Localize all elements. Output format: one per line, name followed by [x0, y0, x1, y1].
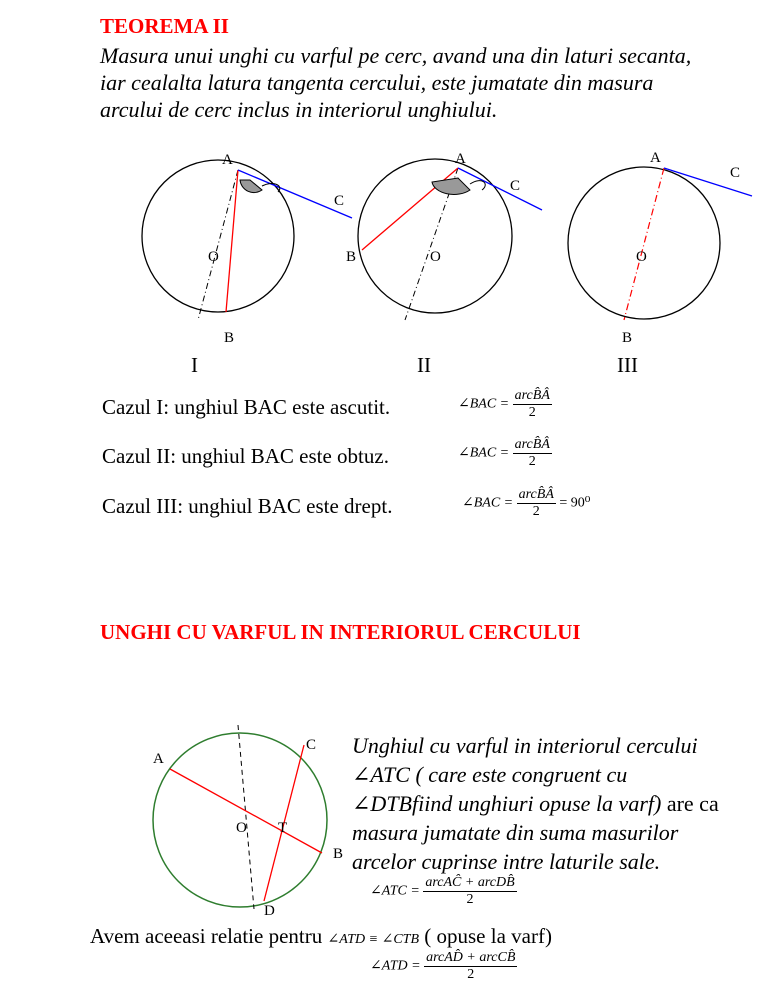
formula-atd-numerator: arcAD̂ + arcCB̂ [426, 950, 516, 965]
figure-label-iii: III [617, 353, 638, 377]
case-3-numerator: arcB̂Â [518, 487, 554, 502]
label-a-2: A [455, 151, 466, 167]
label-c: C [306, 737, 317, 753]
desc-line-3-b: are ca [661, 791, 719, 816]
case-2-formula [458, 437, 552, 470]
theorem-title: TEOREMA II [100, 14, 229, 38]
case-2-text: Cazul II: unghiul BAC este obtuz. [102, 444, 389, 468]
label-b-3: B [622, 330, 633, 346]
case-2-numerator: arcB̂Â [514, 437, 550, 452]
formula-atd [370, 950, 517, 983]
angle-mark-1 [240, 180, 262, 193]
case-3-text: Cazul III: unghiul BAC este drept. [102, 494, 393, 518]
diameter-ab-3 [624, 168, 664, 320]
theorem-line-2: iar cealalta latura tangenta cercului, este jumatate din masura [100, 70, 654, 95]
case-3-formula [462, 487, 590, 520]
case-1-lhs: ∠BAC = [458, 396, 510, 412]
angle-mark-2 [432, 178, 470, 194]
formula-atc-lhs: ∠ATC = [370, 883, 420, 899]
desc-line-4: masura jumatate din suma masurilor [352, 820, 679, 845]
figure-case-2 [346, 151, 542, 320]
label-c-1: C [334, 193, 345, 209]
case-1-denominator: 2 [528, 405, 536, 420]
theorem-statement [100, 42, 691, 123]
relation-formula: ∠ATD ≡ ∠CTB [327, 932, 419, 947]
circle-1 [142, 160, 294, 312]
label-b: B [333, 846, 344, 862]
label-o-1: O [208, 249, 219, 265]
label-o-2: O [430, 249, 441, 265]
figure-label-i: I [191, 353, 198, 377]
case-2-lhs: ∠BAC = [458, 445, 510, 461]
desc-line-3 [352, 789, 719, 818]
section-2-title: UNGHI CU VARFUL IN INTERIORUL CERCULUI [100, 620, 581, 644]
circle-3 [568, 167, 720, 319]
interior-angle-figure [140, 715, 360, 925]
case-1-formula [458, 388, 552, 421]
case-3-result: = 90⁰ [559, 495, 591, 511]
case-3-lhs: ∠BAC = [462, 495, 514, 511]
desc-line-1: Unghiul cu varful in interiorul cercului [352, 733, 698, 758]
label-c-3: C [730, 165, 741, 181]
tangent-ac-2 [458, 168, 542, 210]
figure-label-ii: II [417, 353, 431, 377]
label-d: D [264, 903, 275, 919]
formula-atc-numerator: arcAĈ + arcDB̂ [425, 875, 515, 890]
label-c-2: C [510, 178, 521, 194]
desc-line-2: ∠ATC ( care este congruent cu [352, 762, 628, 787]
label-a-1: A [222, 152, 233, 168]
figure-case-3 [568, 150, 752, 346]
diameter-interior [238, 725, 254, 909]
case-1-text: Cazul I: unghiul BAC este ascutit. [102, 395, 391, 419]
label-b-1: B [224, 330, 235, 346]
theorem-line-3: arcului de cerc inclus in interiorul unghiului. [100, 97, 498, 122]
label-o: O [236, 820, 247, 836]
label-o-3: O [636, 249, 647, 265]
case-1-numerator: arcB̂Â [514, 388, 550, 403]
formula-atc-denominator: 2 [466, 892, 474, 907]
chord-ab [170, 769, 322, 853]
desc-line-3-a: ∠DTBfiind unghiuri opuse la varf) [352, 791, 662, 816]
formula-atd-denominator: 2 [467, 967, 475, 982]
angle-arrow-2 [470, 181, 485, 190]
label-a: A [153, 751, 164, 767]
relation-line [90, 924, 552, 949]
relation-tail: ( opuse la varf) [424, 924, 552, 948]
figure-case-1 [142, 152, 352, 346]
label-b-2: B [346, 249, 357, 265]
tangent-secant-figures [0, 140, 771, 380]
label-t: T [278, 820, 288, 836]
case-2-denominator: 2 [528, 454, 536, 469]
theorem-line-1: Masura unui unghi cu varful pe cerc, avand una din laturi secanta, [100, 43, 692, 68]
interior-angle-description [352, 731, 719, 876]
desc-line-5: arcelor cuprinse intre laturile sale. [352, 849, 661, 874]
relation-text: Avem aceeasi relatie pentru [90, 924, 323, 948]
formula-atd-lhs: ∠ATD = [370, 958, 421, 974]
case-3-denominator: 2 [532, 504, 540, 519]
formula-atc [370, 875, 517, 908]
label-a-3: A [650, 150, 661, 166]
